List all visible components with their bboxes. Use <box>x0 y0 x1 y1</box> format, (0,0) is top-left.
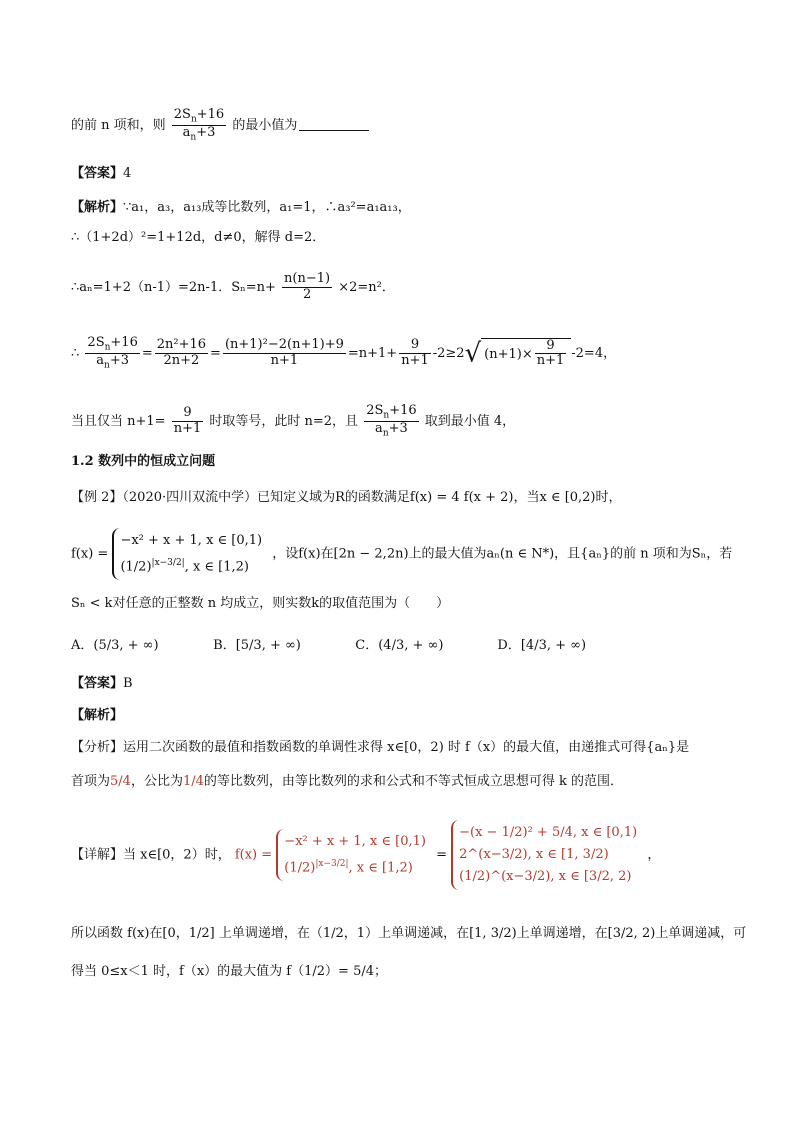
ex2-line1: 【例 2】（2020·四川双流中学）已知定义域为R的函数满足f(x) = 4 f(x + 2)，当x ∈ [0,2)时， <box>71 490 622 505</box>
ex2-fenxi-line1: 【分析】运用二次函数的最值和指数函数的单调性求得 x∈[0，2) 时 f（x）的最大值，由递推式可得{aₙ}是 <box>71 740 690 755</box>
q1-fraction: $\frac{2S_n+16}{a_n+3}$ <box>173 107 225 143</box>
q1-analysis-line5: 当且仅当 n+1= $\frac{9}{n+1}$ 时取等号，此时 n=2，且 $\frac{2S_n+16}{a_n+3}$ 取到最小值 4， <box>71 403 516 439</box>
ex2-fenxi-line2: 首项为5/4，公比为1/4的等比数列，由等比数列的求和公式和不等式恒成立思想可得 k 的范围． <box>71 774 624 789</box>
option-c[interactable]: C．(4/3, + ∞) <box>355 638 444 653</box>
option-d[interactable]: D．[4/3, + ∞) <box>497 638 587 653</box>
q1-tail: 的最小值为 <box>232 117 298 133</box>
option-b[interactable]: B．[5/3, + ∞) <box>213 638 301 653</box>
ex2-answer-line: 【答案】B <box>71 676 133 691</box>
option-a[interactable]: A．(5/3, + ∞) <box>71 638 159 653</box>
q1-analysis-line1: 【解析】∵a₁，a₃，a₁₃成等比数列，a₁=1，∴a₃²=a₁a₁₃， <box>71 200 411 215</box>
ex2-piecewise-line: f(x) = −x² + x + 1, x ∈ [0,1) $(1/2)^{|x-3/2|}$, x ∈ [1,2) ，设f(x)在[2n − 2,2n)上的最大值为aₙ(n ∈ N*)，且{aₙ}的前 n 项和为Sₙ，若 <box>71 528 732 580</box>
piecewise-function: −x² + x + 1, x ∈ [0,1) $(1/2)^{|x-3/2|}$, x ∈ [1,2) <box>112 528 268 580</box>
ex2-xiangjie-line: 【详解】当 x∈[0，2）时， f(x) = −x² + x + 1, x ∈ [0,1) $(1/2)^{|x-3/2|}$, x ∈ [1,2) = −(x − 1/2)² + 5/4, x ∈ [0,1) 2^(x−3/2), x ∈ [1, 3/2) (1/2)^(x−3/2), x ∈ [3/2, 2) ， <box>71 820 660 890</box>
section-title: 1.2 数列中的恒成立问题 <box>71 454 216 469</box>
ex2-max-line: 得当 0≤x＜1 时，f（x）的最大值为 f（1/2）= 5/4； <box>71 964 387 979</box>
q1-analysis-line3: ∴aₙ=1+2（n-1）=2n-1．Sₙ=n+ $\frac{n(n-1)}{2}$ ×2=n²． <box>71 271 395 302</box>
answer-label: 【答案】 <box>71 166 124 181</box>
answer-blank <box>299 116 369 131</box>
q1-analysis-line2: ∴（1+2d）²=1+12d，d≠0，解得 d=2． <box>71 230 326 245</box>
answer-value: 4 <box>123 166 132 181</box>
ex2-monotonic-line: 所以函数 f(x)在[0，1/2] 上单调递增，在（1/2，1）上单调递减，在[1, 3/2)上单调递增，在[3/2, 2)上单调递减，可 <box>71 926 747 941</box>
ex2-options <box>71 636 635 656</box>
ex2-analysis-label: 【解析】 <box>71 708 124 723</box>
piecewise-left: −x² + x + 1, x ∈ [0,1) $(1/2)^{|x-3/2|}$, x ∈ [1,2) <box>276 829 432 881</box>
q1-answer-line <box>71 164 131 184</box>
q1-intro: 的前 n 项和，则 <box>71 117 166 133</box>
ex2-line3: Sₙ < k对任意的正整数 n 均成立，则实数k的取值范围为（ ） <box>71 596 450 611</box>
q1-question-line <box>71 108 369 143</box>
piecewise-right: −(x − 1/2)² + 5/4, x ∈ [0,1) 2^(x−3/2), x ∈ [1, 3/2) (1/2)^(x−3/2), x ∈ [3/2, 2) <box>451 820 643 890</box>
q1-analysis-line4: ∴ $\frac{2S_n+16}{a_n+3}$ = $\frac{\text{2n²+16}}{2n+2}$ = $\frac{\text{(n+1)²−2(n+1)+9}}{n+1}$ =n+1+ $\frac{9}{n+1}$ -2≥2√ (n+1)× $\frac{9}{n+1}$ -2=4， <box>71 335 617 371</box>
